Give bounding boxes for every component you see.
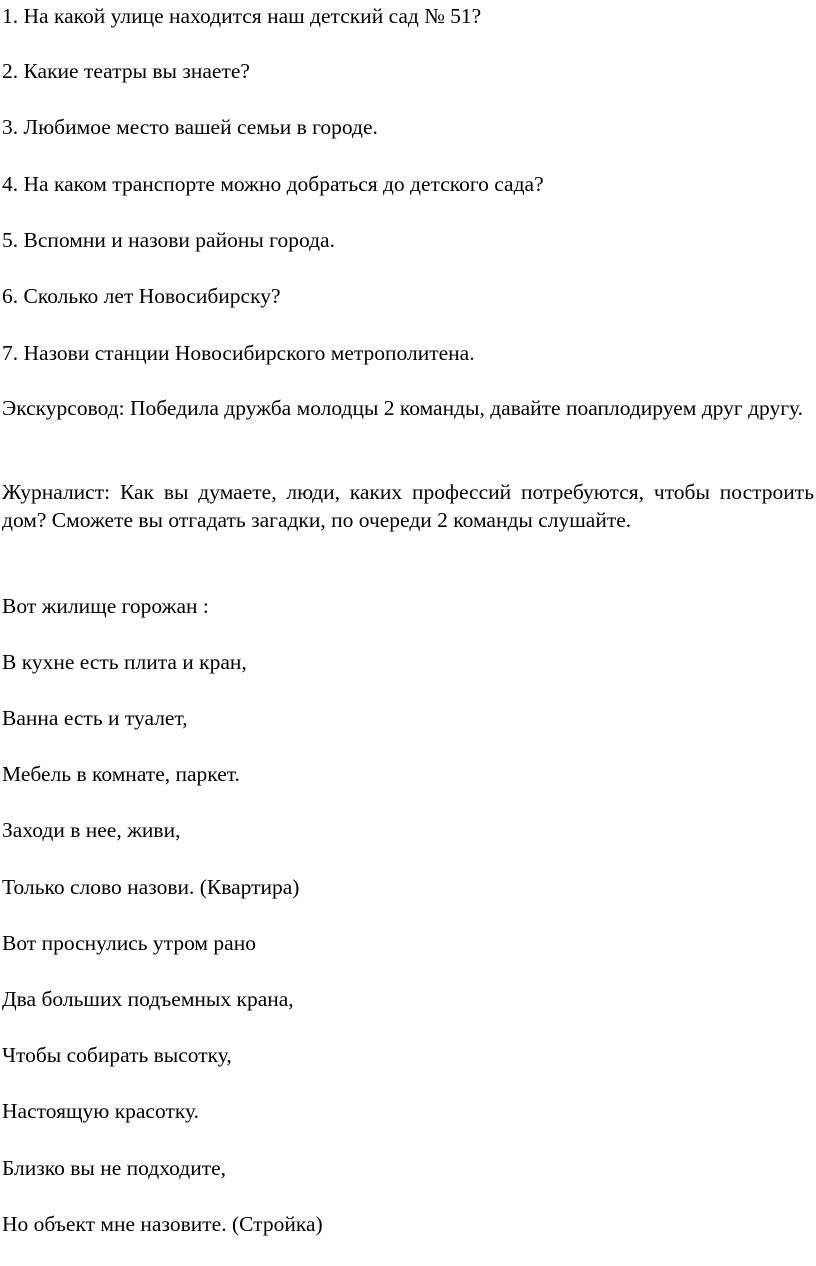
question-5: 5. Вспомни и назови районы города. xyxy=(2,228,335,252)
question-1: 1. На какой улице находится наш детский сад № 51? xyxy=(2,4,482,28)
riddle-one-line-2: В кухне есть плита и кран, xyxy=(2,650,247,674)
question-3: 3. Любимое место вашей семьи в городе. xyxy=(2,115,378,139)
riddle-one-line-3: Ванна есть и туалет, xyxy=(2,706,188,730)
riddle-two-line-3: Чтобы собирать высотку, xyxy=(2,1043,232,1067)
riddle-one-line-4: Мебель в комнате, паркет. xyxy=(2,762,240,786)
riddle-one-line-1: Вот жилище горожан : xyxy=(2,594,209,618)
riddle-one-line-6: Только слово назови. (Квартира) xyxy=(2,875,300,899)
question-6: 6. Сколько лет Новосибирску? xyxy=(2,284,281,308)
riddle-two-line-5: Близко вы не подходите, xyxy=(2,1156,227,1180)
question-2: 2. Какие театры вы знаете? xyxy=(2,59,250,83)
journalist-paragraph: Журналист: Как вы думаете, люди, каких профессий потребуются, чтобы построить дом? Сможете вы отгадать загадки, по очереди 2 команды слушайте. xyxy=(2,480,814,532)
riddle-two-line-6: Но объект мне назовите. (Стройка) xyxy=(2,1212,323,1236)
riddle-two-line-2: Два больших подъемных крана, xyxy=(2,987,294,1011)
riddle-two-line-4: Настоящую красотку. xyxy=(2,1099,199,1123)
guide-paragraph: Экскурсовод: Победила дружба молодцы 2 команды, давайте поаплодируем друг другу. xyxy=(2,396,804,420)
riddle-two-line-1: Вот проснулись утром рано xyxy=(2,931,256,955)
riddle-one-line-5: Заходи в нее, живи, xyxy=(2,818,181,842)
question-4: 4. На каком транспорте можно добраться до детского сада? xyxy=(2,172,544,196)
question-7: 7. Назови станции Новосибирского метрополитена. xyxy=(2,341,475,365)
